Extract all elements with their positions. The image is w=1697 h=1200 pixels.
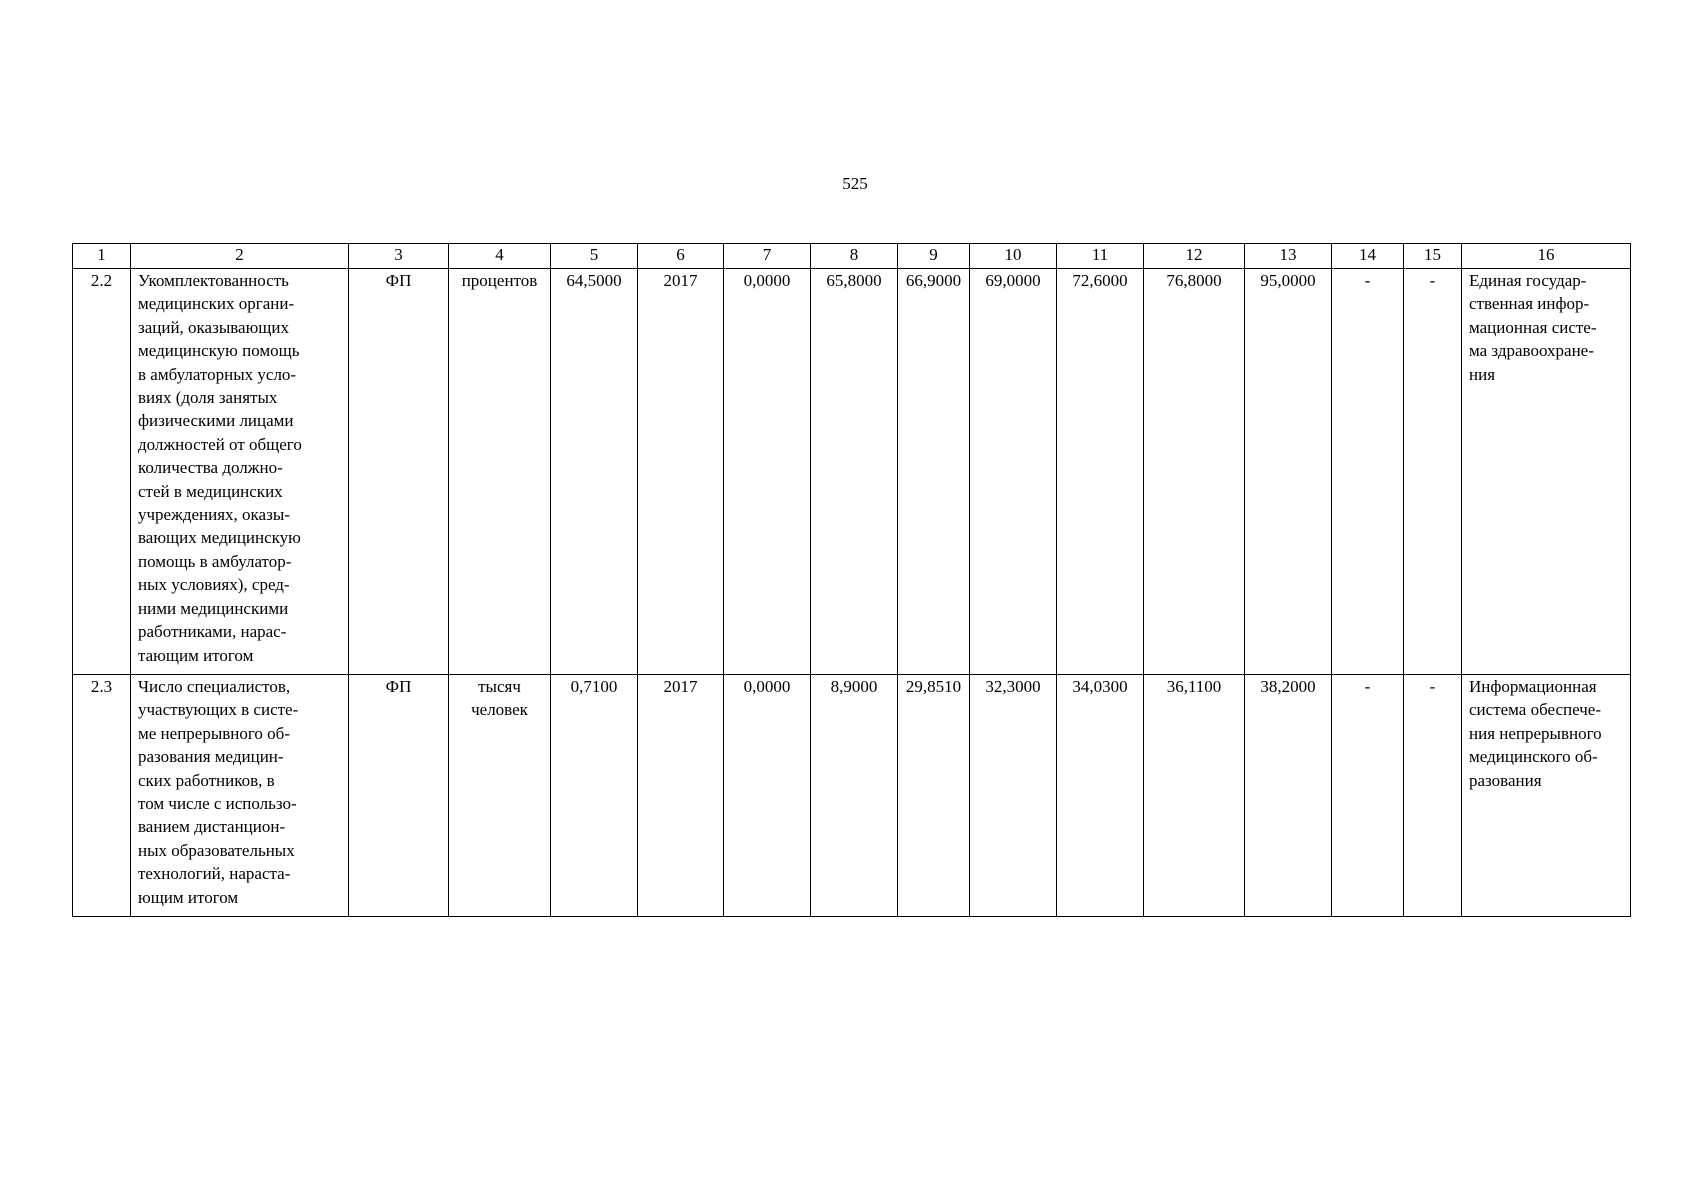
table-row [73, 675, 1631, 917]
value-col7: 0,0000 [724, 675, 811, 917]
value-col8: 65,8000 [811, 269, 898, 675]
text-line: тающим итогом [138, 645, 254, 665]
text-line: участвующих в систе- [138, 700, 299, 720]
column-number: 1 [73, 244, 131, 269]
text-line: ских работников, в [138, 770, 275, 790]
indicator-name [131, 269, 349, 675]
text-line: ванием дистанцион- [138, 817, 286, 837]
text-line: мационная систе- [1469, 317, 1597, 337]
column-number: 15 [1404, 244, 1462, 269]
text-line: медицинского об- [1469, 747, 1598, 767]
value-col15: - [1404, 675, 1462, 917]
text-line: ними медицинскими [138, 598, 289, 618]
text-line: ющим итогом [138, 887, 239, 907]
text-line: ния непрерывного [1469, 723, 1602, 743]
unit: процентов [449, 269, 551, 675]
base-year: 2017 [638, 269, 724, 675]
text-line: виях (доля занятых [138, 388, 278, 408]
text-line: ния [1469, 364, 1496, 384]
indicator-name [131, 675, 349, 917]
text-line: ных образовательных [138, 840, 295, 860]
base-year: 2017 [638, 675, 724, 917]
text-line: в амбулаторных усло- [138, 364, 297, 384]
data-source [1462, 269, 1631, 675]
text-line: ственная инфор- [1469, 294, 1590, 314]
text-line: заций, оказывающих [138, 317, 289, 337]
column-number: 9 [898, 244, 970, 269]
column-number: 4 [449, 244, 551, 269]
text-line: медицинскую помощь [138, 341, 300, 361]
column-number: 7 [724, 244, 811, 269]
indicators-table [72, 243, 1631, 917]
value-col12: 36,1100 [1144, 675, 1245, 917]
text-line: Число специалистов, [138, 677, 291, 696]
text-line: должностей от общего [138, 434, 302, 454]
value-col14: - [1332, 675, 1404, 917]
text-line: система обеспече- [1469, 700, 1602, 720]
value-col11: 72,6000 [1057, 269, 1144, 675]
value-col10: 69,0000 [970, 269, 1057, 675]
page-number: 525 [842, 174, 868, 193]
value-col14: - [1332, 269, 1404, 675]
text-line: помощь в амбулатор- [138, 551, 292, 571]
text-line: физическими лицами [138, 411, 294, 431]
column-number: 3 [349, 244, 449, 269]
value-col13: 95,0000 [1245, 269, 1332, 675]
base-value: 0,7100 [551, 675, 638, 917]
value-col15: - [1404, 269, 1462, 675]
text-line: работниками, нарас- [138, 622, 287, 642]
column-number: 11 [1057, 244, 1144, 269]
value-col8: 8,9000 [811, 675, 898, 917]
value-col10: 32,3000 [970, 675, 1057, 917]
text-line: тысяч [478, 677, 521, 696]
data-source [1462, 675, 1631, 917]
column-number: 8 [811, 244, 898, 269]
text-line: разования медицин- [138, 747, 284, 767]
text-line: Укомплектованность [138, 271, 289, 290]
text-line: ма здравоохране- [1469, 341, 1594, 361]
value-col11: 34,0300 [1057, 675, 1144, 917]
column-number: 2 [131, 244, 349, 269]
column-number: 13 [1245, 244, 1332, 269]
text-line: медицинских органи- [138, 294, 295, 314]
text-line: количества должно- [138, 458, 283, 478]
indicator-type: ФП [349, 269, 449, 675]
value-col9: 29,8510 [898, 675, 970, 917]
column-number: 5 [551, 244, 638, 269]
text-line: вающих медицинскую [138, 528, 301, 548]
row-id: 2.3 [73, 675, 131, 917]
column-number: 14 [1332, 244, 1404, 269]
text-line: Единая государ- [1469, 271, 1587, 290]
value-col9: 66,9000 [898, 269, 970, 675]
column-number: 12 [1144, 244, 1245, 269]
text-line: Информационная [1469, 677, 1597, 696]
text-line: стей в медицинских [138, 481, 283, 501]
base-value: 64,5000 [551, 269, 638, 675]
column-number: 6 [638, 244, 724, 269]
value-col7: 0,0000 [724, 269, 811, 675]
column-number-row [73, 244, 1631, 269]
text-line: человек [471, 700, 528, 720]
text-line: разования [1469, 770, 1542, 790]
value-col12: 76,8000 [1144, 269, 1245, 675]
text-line: технологий, нараста- [138, 864, 291, 884]
text-line: том числе с использо- [138, 794, 297, 814]
table-row [73, 269, 1631, 675]
unit [449, 675, 551, 917]
row-id: 2.2 [73, 269, 131, 675]
text-line: ме непрерывного об- [138, 723, 290, 743]
column-number: 10 [970, 244, 1057, 269]
text-line: ных условиях), сред- [138, 575, 290, 595]
indicator-type: ФП [349, 675, 449, 917]
text-line: учреждениях, оказы- [138, 505, 290, 525]
value-col13: 38,2000 [1245, 675, 1332, 917]
column-number: 16 [1462, 244, 1631, 269]
